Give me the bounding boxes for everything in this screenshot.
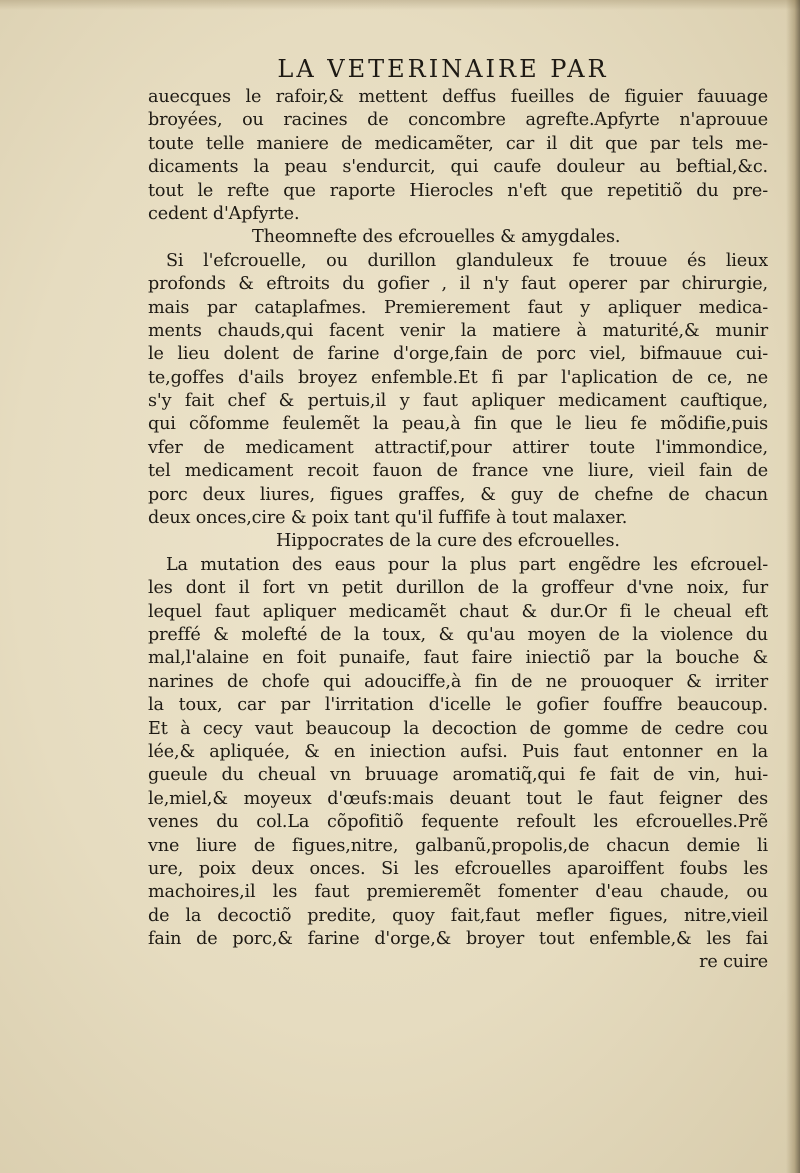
section-heading: Theomnefte des efcrouelles & amygdales.	[252, 227, 621, 248]
text-line: lequel faut apliquer medicamẽt chaut & dur.Or fi le cheual eft	[148, 601, 768, 622]
text-line: le lieu dolent de farine d'orge,fain de porc viel, bifmauue cui-	[148, 344, 768, 365]
text-line: tel medicament recoit fauon de france vne liure, vieil fain de	[148, 461, 768, 482]
body-text	[148, 86, 768, 975]
text-line: deux onces,cire & poix tant qu'il fuffife à tout malaxer.	[148, 508, 628, 529]
text-line: vne liure de figues,nitre, galbanũ,propolis,de chacun demie li	[148, 835, 768, 856]
text-line: broyées, ou racines de concombre agrefte.Apfyrte n'aprouue	[148, 110, 768, 131]
text-line: machoires,il les faut premieremẽt fomenter d'eau chaude, ou	[148, 882, 768, 903]
catchword: re cuire	[699, 952, 768, 973]
text-line: La mutation des eaus pour la plus part engẽdre les efcrouel-	[166, 554, 768, 575]
text-line: qui cõfomme feulemẽt la peau,à fin que le lieu fe mõdifie,puis	[148, 414, 768, 435]
page-top-shadow	[0, 0, 800, 10]
text-line: s'y fait chef & pertuis,il y faut apliquer medicament cauftique,	[148, 391, 768, 412]
text-line: Et à cecy vaut beaucoup la decoction de gomme de cedre cou	[148, 718, 768, 739]
text-line: venes du col.La cõpofitiõ fequente refoult les efcrouelles.Prẽ	[148, 812, 768, 833]
text-line: lée,& apliquée, & en iniection aufsi. Puis faut entonner en la	[148, 741, 768, 762]
text-line: narines de chofe qui adouciffe,à fin de ne prouoquer & irriter	[148, 671, 768, 692]
section-heading: Hippocrates de la cure des efcrouelles.	[276, 531, 620, 552]
text-line: ure, poix deux onces. Si les efcrouelles aparoiffent foubs les	[148, 858, 768, 879]
text-line: de la decoctiõ predite, quoy fait,faut mefler figues, nitre,vieil	[148, 905, 768, 926]
text-line: auecques le rafoir,& mettent deffus fueilles de figuier fauuage	[148, 87, 768, 107]
text-line: te,goffes d'ails broyez enfemble.Et fi par l'aplication de ce, ne	[148, 367, 768, 388]
text-line: gueule du cheual vn bruuage aromatiq̃,qui fe fait de vin, hui-	[148, 765, 768, 786]
text-block	[148, 52, 768, 975]
text-line: tout le refte que raporte Hierocles n'eft que repetitiõ du pre-	[148, 180, 768, 201]
text-line: vfer de medicament attractif,pour attirer toute l'immondice,	[148, 437, 768, 458]
text-line: la toux, car par l'irritation d'icelle le gofier fouffre beaucoup.	[148, 695, 768, 716]
text-line: ments chauds,qui facent venir la matiere à maturité,& munir	[148, 320, 768, 341]
text-line: les dont il fort vn petit durillon de la groffeur d'vne noix, fur	[148, 578, 768, 599]
text-line: mal,l'alaine en foit punaife, faut faire iniectiõ par la bouche &	[148, 648, 768, 669]
text-line: mais par cataplafmes. Premierement faut y apliquer medica-	[148, 297, 768, 318]
running-head: LA VETERINAIRE PAR	[277, 55, 609, 83]
text-line: Si l'efcrouelle, ou durillon glanduleux fe trouue és lieux	[166, 250, 768, 271]
page-binding-edge	[786, 0, 800, 1173]
text-line: le,miel,& moyeux d'œufs:mais deuant tout le faut feigner des	[148, 788, 768, 809]
text-line: cedent d'Apfyrte.	[148, 203, 300, 224]
text-line: preffé & molefté de la toux, & qu'au moyen de la violence du	[148, 624, 768, 645]
text-line: toute telle maniere de medicamẽter, car il dit que par tels me-	[148, 133, 768, 154]
text-line: dicaments la peau s'endurcit, qui caufe douleur au beftial,&c.	[148, 157, 768, 178]
text-line: porc deux liures, figues graffes, & guy de chefne de chacun	[148, 484, 768, 505]
text-line: fain de porc,& farine d'orge,& broyer tout enfemble,& les fai	[148, 929, 768, 950]
text-line: profonds & eftroits du gofier , il n'y faut operer par chirurgie,	[148, 274, 768, 295]
